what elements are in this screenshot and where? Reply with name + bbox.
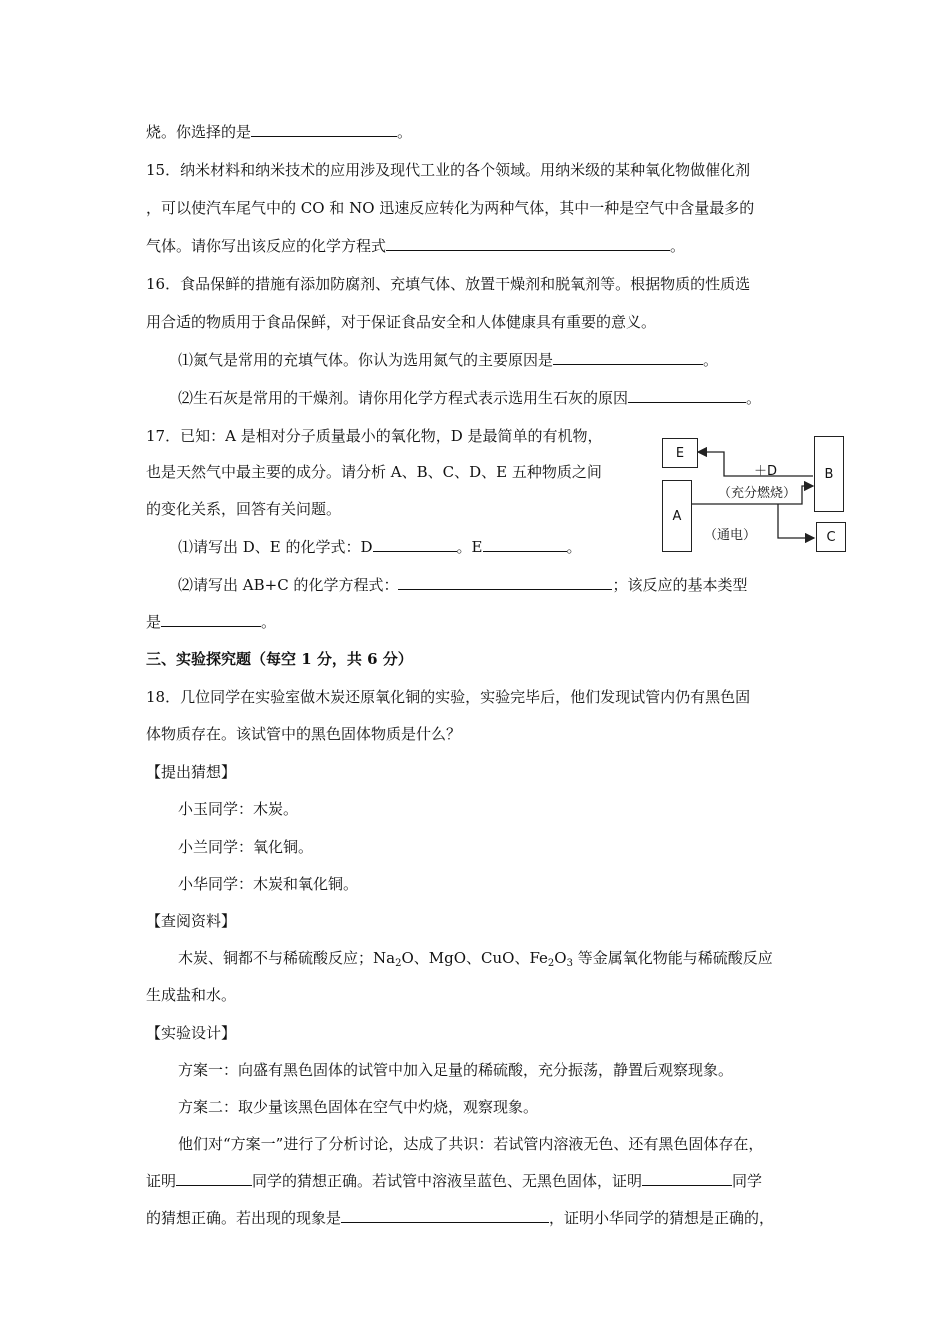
answer-blank-d[interactable] (373, 537, 457, 552)
reaction-diagram (660, 434, 846, 554)
question-16-part-2: ⑵生石灰是常用的干燥剂。请你用化学方程式表示选用生石灰的原因 。 (178, 389, 762, 407)
question-15-line-1: 15．纳米材料和纳米技术的应用涉及现代工业的各个领域。用纳米级的某种氧化物做催化剂 (146, 161, 751, 179)
section-3-heading: 三、实验探究题（每空 1 分，共 6 分） (146, 650, 413, 668)
question-17-line-3: 的变化关系，回答有关问题。 (146, 500, 342, 518)
box-a: A (662, 480, 692, 552)
guess-xiaolan: 小兰同学：氧化铜。 (178, 838, 314, 856)
heading-design: 【实验设计】 (146, 1024, 237, 1042)
label-plus-d: ＋D (754, 464, 778, 479)
box-e: E (662, 438, 698, 468)
answer-blank[interactable] (341, 1208, 549, 1223)
reference-line-2: 生成盐和水。 (146, 986, 237, 1004)
guess-xiaohua: 小华同学：木炭和氧化铜。 (178, 875, 359, 893)
question-17-part-2: ⑵请写出 AB+C 的化学方程式： ；该反应的基本类型 (178, 576, 748, 594)
question-18-line-2: 体物质存在。该试管中的黑色固体物质是什么？ (146, 725, 462, 743)
heading-references: 【查阅资料】 (146, 912, 237, 930)
heading-hypothesis: 【提出猜想】 (146, 763, 237, 781)
label-full-combustion: （充分燃烧） (718, 486, 797, 501)
answer-blank[interactable] (628, 388, 746, 403)
answer-blank[interactable] (161, 612, 261, 627)
guess-xiaoyu: 小玉同学：木炭。 (178, 800, 299, 818)
answer-blank[interactable] (553, 350, 703, 365)
question-15-line-2: ，可以使汽车尾气中的 CO 和 NO 迅速反应转化为两种气体，其中一种是空气中含量最多的 (146, 199, 755, 217)
discussion-line-1: 他们对“方案一”进行了分析讨论，达成了共识：若试管内溶液无色、还有黑色固体存在， (178, 1135, 764, 1153)
plan-2: 方案二：取少量该黑色固体在空气中灼烧，观察现象。 (178, 1098, 539, 1116)
label-electrolysis: （通电） (704, 528, 757, 543)
question-17-line-2: 也是天然气中最主要的成分。请分析 A、B、C、D、E 五种物质之间 (146, 463, 602, 481)
discussion-line-2: 证明 同学的猜想正确。若试管中溶液呈蓝色、无黑色固体，证明 同学 (146, 1172, 763, 1190)
question-15-line-3: 气体。请你写出该反应的化学方程式 。 (146, 237, 686, 255)
discussion-line-3: 的猜想正确。若出现的现象是 ，证明小华同学的猜想是正确的， (146, 1209, 775, 1227)
question-16-line-2: 用合适的物质用于食品保鲜，对于保证食品安全和人体健康具有重要的意义。 (146, 313, 657, 331)
reference-line-1: 木炭、铜都不与稀硫酸反应；$Na_2O$、MgO、CuO、$Fe_2O_3$ 等金属氧化物能与稀硫酸反应 (178, 949, 773, 969)
answer-blank[interactable] (386, 236, 670, 251)
answer-blank[interactable] (251, 122, 397, 137)
answer-blank[interactable] (176, 1171, 252, 1186)
answer-blank-e[interactable] (483, 537, 567, 552)
question-16-line-1: 16．食品保鲜的措施有添加防腐剂、充填气体、放置干燥剂和脱氧剂等。根据物质的性质选 (146, 275, 751, 293)
answer-line-14: 烧。你选择的是 。 (146, 123, 413, 141)
plan-1: 方案一：向盛有黑色固体的试管中加入足量的稀硫酸，充分振荡，静置后观察现象。 (178, 1061, 734, 1079)
box-b: B (814, 436, 844, 512)
question-16-part-1: ⑴氮气是常用的充填气体。你认为选用氮气的主要原因是 。 (178, 351, 719, 369)
question-17-line-1: 17．已知：A 是相对分子质量最小的氧化物，D 是最简单的有机物， (146, 427, 603, 445)
question-17-part-2-cont: 是 。 (146, 613, 277, 631)
question-18-line-1: 18．几位同学在实验室做木炭还原氧化铜的实验，实验完毕后，他们发现试管内仍有黑色固 (146, 688, 751, 706)
question-17-part-1: ⑴请写出 D、E 的化学式：D 。E 。 (178, 538, 582, 556)
arrow-a-to-c (778, 504, 814, 538)
answer-blank[interactable] (398, 575, 612, 590)
answer-blank[interactable] (642, 1171, 732, 1186)
box-c: C (816, 522, 846, 552)
